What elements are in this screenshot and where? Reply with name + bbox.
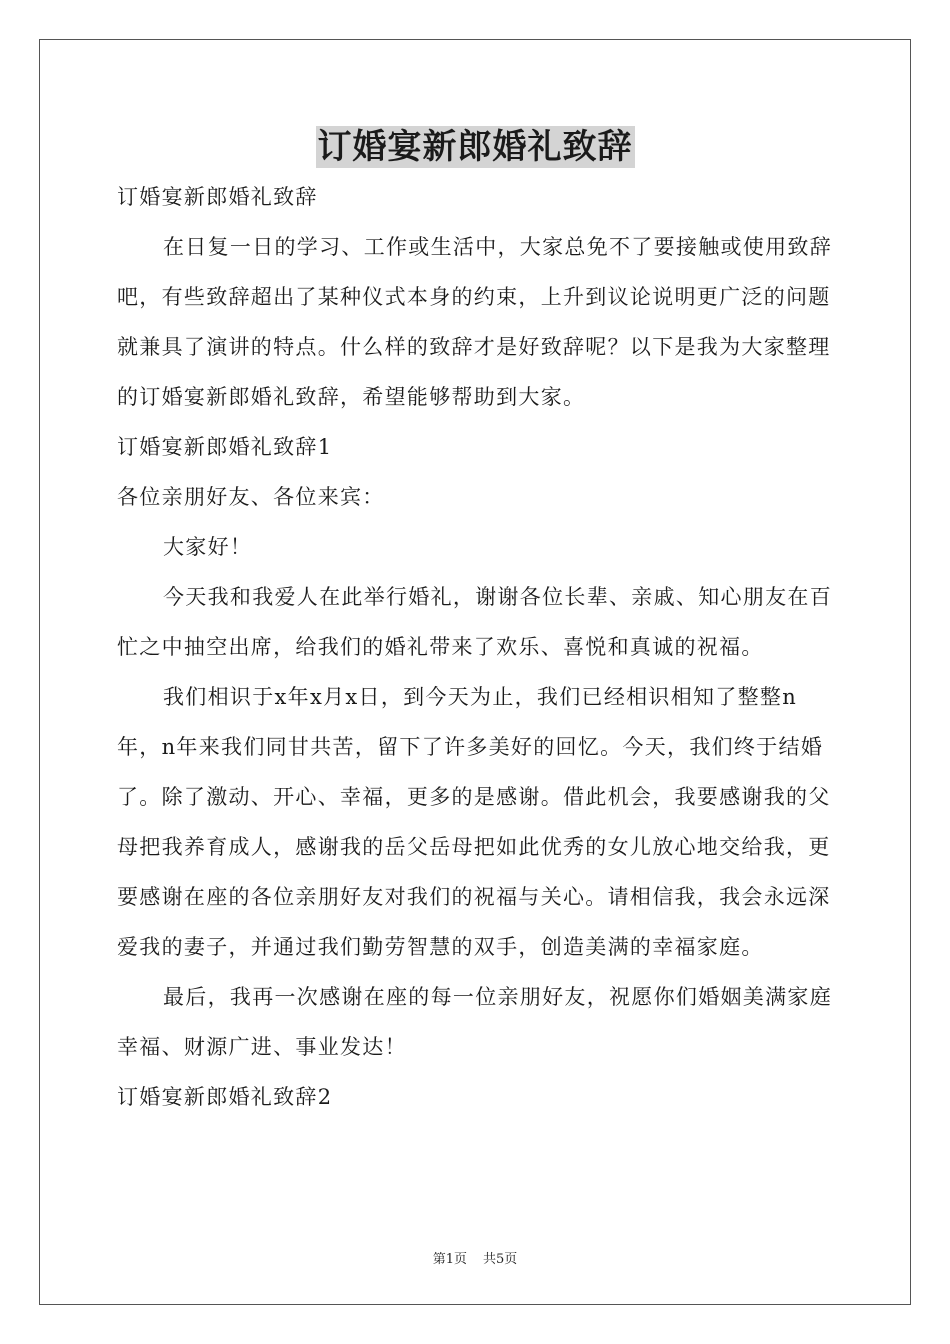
document-body — [117, 172, 837, 1122]
closing-paragraph: 最后，我再一次感谢在座的每一位亲朋好友，祝愿你们婚姻美满家庭幸福、财源广进、事业发达！ — [117, 985, 832, 1059]
greeting: 大家好！ — [163, 535, 253, 559]
subtitle-heading: 订婚宴新郎婚礼致辞 — [117, 185, 318, 209]
page-footer — [0, 1248, 950, 1267]
page-total: 共5页 — [483, 1252, 518, 1267]
intro-paragraph: 在日复一日的学习、工作或生活中，大家总免不了要接触或使用致辞吧，有些致辞超出了某种仪式本身的约束，上升到议论说明更广泛的问题就兼具了演讲的特点。什么样的致辞才是好致辞呢？以下是我为大家整理的订婚宴新郎婚礼致辞，希望能够帮助到大家。 — [117, 235, 832, 409]
section-heading-2: 订婚宴新郎婚礼致辞2 — [117, 1085, 333, 1109]
body-paragraph: 我们相识于x年x月x日，到今天为止，我们已经相识相知了整整n年，n年来我们同甘共苦，留下了许多美好的回忆。今天，我们终于结婚了。除了激动、开心、幸福，更多的是感谢。借此机会，我要感谢我的父母把我养育成人，感谢我的岳父岳母把如此优秀的女儿放心地交给我，更要感谢在座的各位亲朋好友对我们的祝福与关心。请相信我，我会永远深爱我的妻子，并通过我们勤劳智慧的双手，创造美满的幸福家庭。 — [117, 685, 831, 959]
document-title: 订婚宴新郎婚礼致辞 — [317, 127, 633, 167]
salutation: 各位亲朋好友、各位来宾： — [117, 485, 385, 509]
title-container — [0, 126, 950, 168]
body-paragraph: 今天我和我爱人在此举行婚礼，谢谢各位长辈、亲戚、知心朋友在百忙之中抽空出席，给我们的婚礼带来了欢乐、喜悦和真诚的祝福。 — [117, 585, 832, 659]
page-number: 第1页 — [432, 1252, 467, 1267]
section-heading-1: 订婚宴新郎婚礼致辞1 — [117, 435, 333, 459]
